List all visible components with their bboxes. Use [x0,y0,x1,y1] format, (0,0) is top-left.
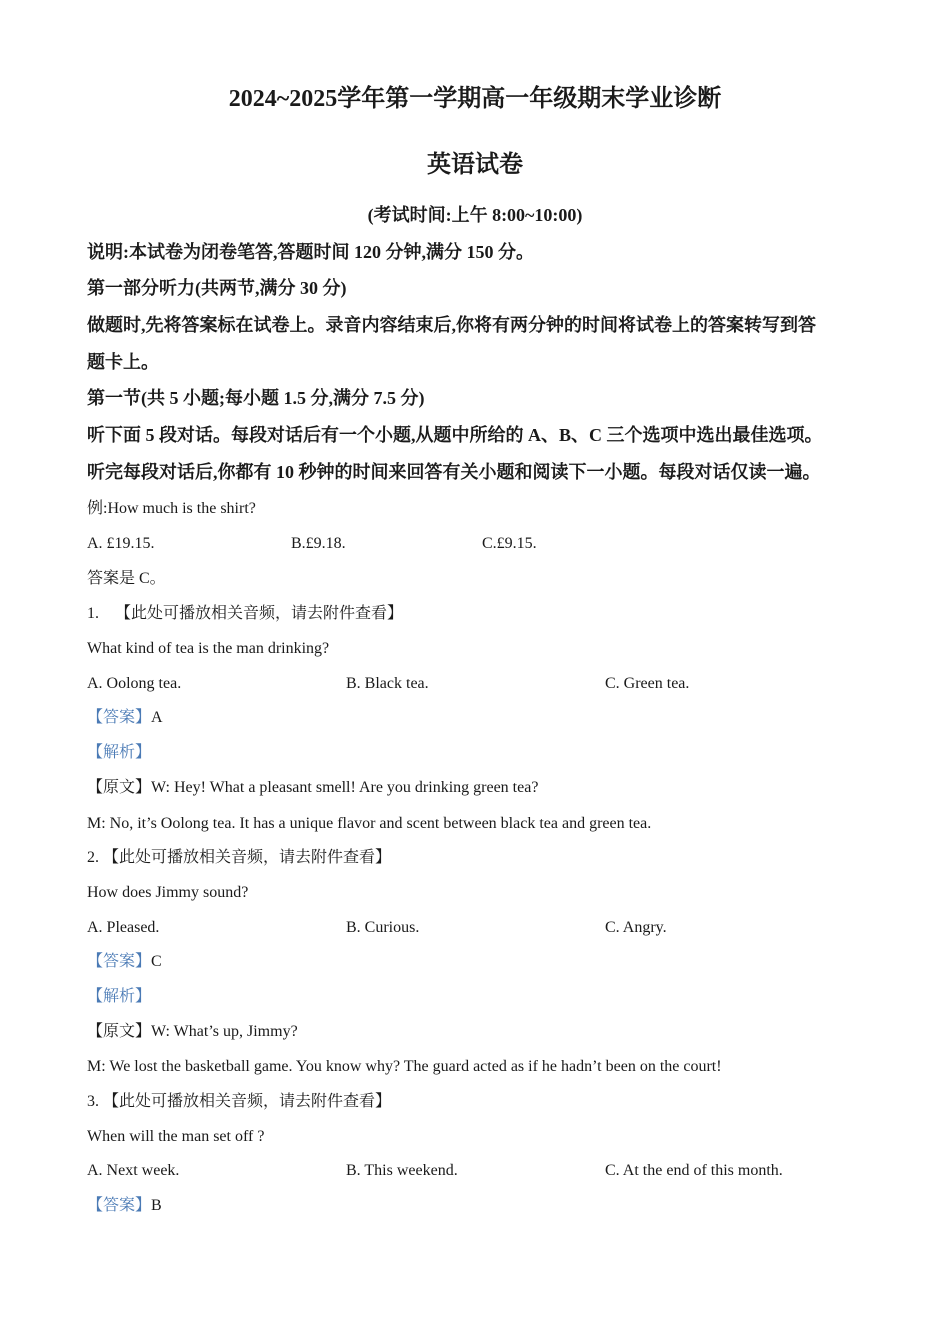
question-1-option-a: A. Oolong tea. [87,675,182,692]
section-heading: 第一节(共 5 小题;每小题 1.5 分,满分 7.5 分) [87,388,425,408]
question-1-option-b: B. Black tea. [346,675,429,692]
answer-value: A [151,709,163,726]
section-instruction: 听下面 5 段对话。每段对话后有一个小题,从题中所给的 A、B、C 三个选项中选出最佳选项。 [87,425,823,445]
original-tag: 【原文】 [87,1023,152,1040]
analysis-tag: 【解析】 [87,988,152,1005]
question-2-transcript-2: M: We lost the basketball game. You know why? The guard acted as if he hadn’t been on the court! [87,1058,722,1075]
example-option-c: C.£9.15. [482,535,537,552]
question-2-option-c: C. Angry. [605,919,667,936]
exam-title: 2024~2025学年第一学期高一年级期末学业诊断 [228,86,722,112]
audio-placeholder[interactable]: 【此处可播放相关音频，请去附件查看】 [103,849,392,866]
question-1-header [87,604,403,624]
question-2-transcript-1 [87,1022,298,1042]
question-2-analysis [87,987,151,1007]
exam-note: 说明:本试卷为闭卷笔答,答题时间 120 分钟,满分 150 分。 [87,242,534,262]
question-3-header [87,1092,391,1112]
analysis-tag: 【解析】 [87,744,152,761]
question-1-analysis [87,743,151,763]
question-3-option-b: B. This weekend. [346,1162,458,1179]
audio-placeholder[interactable]: 【此处可播放相关音频，请去附件查看】 [115,605,404,622]
transcript-line: W: Hey! What a pleasant smell! Are you drinking green tea? [151,779,539,796]
question-number: 2. [87,849,99,866]
original-tag: 【原文】 [87,779,152,796]
question-2-option-b: B. Curious. [346,919,420,936]
part-instruction-cont: 题卡上。 [87,352,159,372]
example-answer: 答案是 C。 [87,570,166,587]
question-1-text: What kind of tea is the man drinking? [87,640,330,657]
answer-value: C [151,953,162,970]
question-2-header [87,848,391,868]
question-2-text: How does Jimmy sound? [87,884,249,901]
answer-value: B [151,1197,162,1214]
example-option-b: B.£9.18. [291,535,346,552]
section-instruction-cont: 听完每段对话后,你都有 10 秒钟的时间来回答有关小题和阅读下一小题。每段对话仅读一遍。 [87,462,821,482]
question-3-option-c: C. At the end of this month. [605,1162,783,1179]
audio-placeholder[interactable]: 【此处可播放相关音频，请去附件查看】 [103,1093,392,1110]
question-number: 1. [87,605,99,622]
question-1-answer [87,708,163,728]
question-3-answer [87,1196,162,1216]
question-number: 3. [87,1093,99,1110]
question-1-transcript-1 [87,778,538,798]
exam-subtitle: 英语试卷 [427,152,523,178]
question-1-option-c: C. Green tea. [605,675,690,692]
question-3-option-a: A. Next week. [87,1162,180,1179]
part-heading: 第一部分听力(共两节,满分 30 分) [87,278,347,298]
example-question: 例:How much is the shirt? [87,500,256,517]
exam-time: (考试时间:上午 8:00~10:00) [367,205,583,225]
question-1-transcript-2: M: No, it’s Oolong tea. It has a unique flavor and scent between black tea and green tea. [87,815,652,832]
part-instruction: 做题时,先将答案标在试卷上。录音内容结束后,你将有两分钟的时间将试卷上的答案转写到答 [87,315,816,335]
example-option-a: A. £19.15. [87,535,155,552]
question-2-answer [87,952,162,972]
question-2-option-a: A. Pleased. [87,919,160,936]
answer-tag: 【答案】 [87,1197,152,1214]
answer-tag: 【答案】 [87,709,152,726]
answer-tag: 【答案】 [87,953,152,970]
question-3-text: When will the man set off ? [87,1128,265,1145]
transcript-line: W: What’s up, Jimmy? [151,1023,298,1040]
